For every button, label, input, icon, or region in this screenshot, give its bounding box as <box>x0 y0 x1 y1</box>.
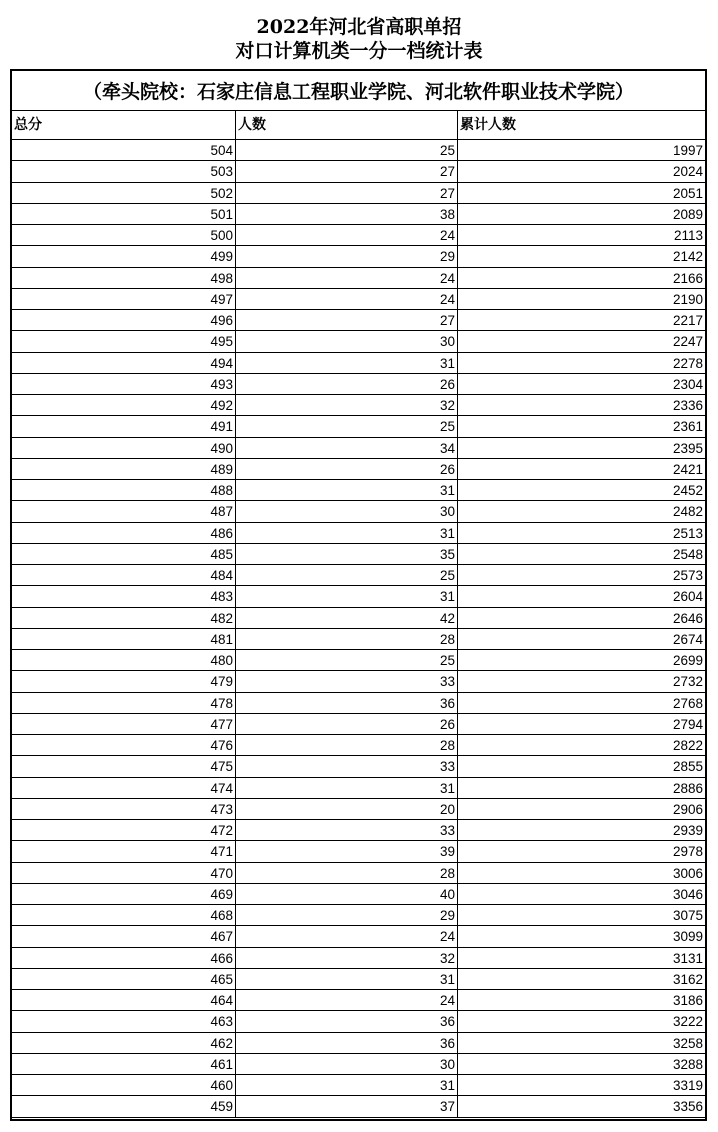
table-row <box>12 225 705 246</box>
table-row <box>12 374 705 395</box>
cell-cumulative: 2939 <box>672 823 703 838</box>
cell-cumulative: 2089 <box>672 206 703 222</box>
cell-cumulative: 2024 <box>672 164 703 180</box>
cell-cumulative: 2646 <box>672 610 703 626</box>
table-row <box>12 140 705 161</box>
table-row <box>12 246 705 267</box>
cell-count: 31 <box>236 353 458 373</box>
table-row <box>12 310 705 331</box>
table-row <box>12 714 705 735</box>
table-row <box>12 565 705 586</box>
table-row <box>12 289 705 310</box>
cell-total-score: 465 <box>12 969 236 989</box>
table-row <box>12 544 705 565</box>
cell-cumulative: 2304 <box>672 376 703 392</box>
table-row <box>12 416 705 437</box>
cell-total-score: 483 <box>12 586 236 606</box>
table-row <box>12 268 705 289</box>
cell-cumulative: 3099 <box>672 929 703 945</box>
table-row <box>12 799 705 820</box>
cell-total-score: 464 <box>12 990 236 1010</box>
cell-count: 30 <box>236 501 458 521</box>
cell-count: 27 <box>236 161 458 181</box>
cell-total-score: 468 <box>12 905 236 925</box>
cell-count: 31 <box>236 1075 458 1095</box>
table-row <box>12 523 705 544</box>
table-row <box>12 841 705 862</box>
cell-cumulative: 2978 <box>672 844 703 860</box>
cell-cumulative: 2604 <box>672 589 703 605</box>
cell-count: 36 <box>236 1033 458 1053</box>
cell-cumulative: 3222 <box>672 1014 703 1030</box>
cell-total-score: 463 <box>12 1011 236 1031</box>
cell-count: 30 <box>236 331 458 351</box>
cell-count: 36 <box>236 1011 458 1031</box>
cell-total-score: 496 <box>12 310 236 330</box>
table-row <box>12 948 705 969</box>
cell-count: 42 <box>236 608 458 628</box>
table-row <box>12 1011 705 1032</box>
cell-total-score: 494 <box>12 353 236 373</box>
table-row <box>12 778 705 799</box>
cell-total-score: 501 <box>12 204 236 224</box>
cell-cumulative: 2855 <box>672 759 703 775</box>
cell-cumulative: 2822 <box>672 738 703 753</box>
cell-cumulative: 2513 <box>672 525 703 541</box>
cell-cumulative: 2421 <box>672 461 703 477</box>
table-row <box>12 863 705 884</box>
cell-total-score: 475 <box>12 756 236 776</box>
table-row <box>12 884 705 905</box>
cell-total-score: 491 <box>12 416 236 436</box>
cell-count: 32 <box>236 948 458 968</box>
cell-cumulative: 2906 <box>672 801 703 817</box>
table-row <box>12 161 705 182</box>
cell-total-score: 492 <box>12 395 236 415</box>
column-header-cumulative: 累计人数 <box>460 117 516 133</box>
cell-cumulative: 2278 <box>672 355 703 371</box>
cell-total-score: 470 <box>12 863 236 883</box>
cell-cumulative: 2768 <box>672 695 703 711</box>
cell-cumulative: 2482 <box>672 504 703 520</box>
cell-count: 35 <box>236 544 458 564</box>
cell-total-score: 469 <box>12 884 236 904</box>
table-row <box>12 586 705 607</box>
cell-cumulative: 2699 <box>672 653 703 668</box>
cell-total-score: 467 <box>12 926 236 946</box>
cell-total-score: 497 <box>12 289 236 309</box>
cell-count: 39 <box>236 841 458 861</box>
cell-count: 27 <box>236 310 458 330</box>
cell-count: 28 <box>236 863 458 883</box>
cell-count: 31 <box>236 969 458 989</box>
cell-cumulative: 2886 <box>672 780 703 796</box>
cell-total-score: 462 <box>12 1033 236 1053</box>
table-title: 对口计算机类一分一档统计表 <box>235 40 483 62</box>
cell-total-score: 461 <box>12 1054 236 1074</box>
cell-total-score: 486 <box>12 523 236 543</box>
cell-cumulative: 3006 <box>672 865 703 881</box>
cell-count: 33 <box>236 820 458 840</box>
table-row <box>12 501 705 522</box>
cell-cumulative: 1997 <box>672 143 703 158</box>
table-body <box>12 140 705 1118</box>
cell-total-score: 504 <box>12 140 236 160</box>
table-row <box>12 480 705 501</box>
table-header-row <box>12 111 705 140</box>
cell-cumulative: 3046 <box>672 886 703 902</box>
table-row <box>12 1075 705 1096</box>
cell-total-score: 479 <box>12 671 236 691</box>
table-row <box>12 693 705 714</box>
table-subtitle: （牵头院校：石家庄信息工程职业学院、河北软件职业技术学院） <box>12 71 705 111</box>
cell-count: 24 <box>236 990 458 1010</box>
cell-cumulative: 2361 <box>672 419 703 435</box>
cell-cumulative: 2674 <box>672 631 703 647</box>
table-row <box>12 756 705 777</box>
cell-cumulative: 2142 <box>672 249 703 265</box>
cell-count: 25 <box>236 140 458 160</box>
column-header-count: 人数 <box>236 111 458 139</box>
cell-cumulative: 2247 <box>672 334 703 350</box>
cell-count: 28 <box>236 735 458 755</box>
cell-total-score: 480 <box>12 650 236 670</box>
cell-count: 20 <box>236 799 458 819</box>
cell-cumulative: 3186 <box>672 993 703 1008</box>
cell-count: 28 <box>236 629 458 649</box>
cell-count: 30 <box>236 1054 458 1074</box>
cell-cumulative: 2732 <box>672 674 703 690</box>
cell-total-score: 490 <box>12 438 236 458</box>
table-row <box>12 438 705 459</box>
cell-count: 31 <box>236 778 458 798</box>
cell-total-score: 466 <box>12 948 236 968</box>
cell-count: 29 <box>236 246 458 266</box>
table-row <box>12 1054 705 1075</box>
cell-total-score: 487 <box>12 501 236 521</box>
cell-cumulative: 3075 <box>672 908 703 923</box>
cell-count: 34 <box>236 438 458 458</box>
table-row <box>12 926 705 947</box>
cell-total-score: 482 <box>12 608 236 628</box>
cell-total-score: 476 <box>12 735 236 755</box>
cell-cumulative: 2166 <box>672 270 703 286</box>
cell-count: 37 <box>236 1096 458 1116</box>
cell-total-score: 502 <box>12 183 236 203</box>
table-row <box>12 671 705 692</box>
cell-cumulative: 3162 <box>672 971 703 987</box>
cell-cumulative: 3319 <box>672 1078 703 1093</box>
cell-total-score: 498 <box>12 268 236 288</box>
cell-count: 29 <box>236 905 458 925</box>
cell-total-score: 473 <box>12 799 236 819</box>
cell-count: 31 <box>236 523 458 543</box>
cell-count: 24 <box>236 926 458 946</box>
cell-total-score: 481 <box>12 629 236 649</box>
table-row <box>12 1033 705 1054</box>
cell-count: 25 <box>236 416 458 436</box>
cell-count: 31 <box>236 586 458 606</box>
cell-total-score: 459 <box>12 1096 236 1116</box>
cell-count: 33 <box>236 756 458 776</box>
table-row <box>12 969 705 990</box>
cell-count: 26 <box>236 374 458 394</box>
cell-total-score: 500 <box>12 225 236 245</box>
cell-count: 26 <box>236 714 458 734</box>
cell-cumulative: 3356 <box>672 1099 703 1115</box>
table-row <box>12 905 705 926</box>
table-row <box>12 331 705 352</box>
cell-total-score: 488 <box>12 480 236 500</box>
table-row <box>12 650 705 671</box>
table-row <box>12 395 705 416</box>
table-row <box>12 629 705 650</box>
cell-count: 25 <box>236 565 458 585</box>
cell-total-score: 484 <box>12 565 236 585</box>
cell-total-score: 493 <box>12 374 236 394</box>
cell-cumulative: 3288 <box>672 1056 703 1072</box>
page-title: 2022年河北省高职单招 <box>256 16 462 38</box>
cell-cumulative: 2548 <box>672 546 703 562</box>
cell-cumulative: 2217 <box>672 313 703 328</box>
cell-count: 25 <box>236 650 458 670</box>
cell-count: 26 <box>236 459 458 479</box>
cell-cumulative: 2051 <box>672 185 703 201</box>
table-row <box>12 204 705 225</box>
table-row <box>12 820 705 841</box>
cell-total-score: 495 <box>12 331 236 351</box>
cell-cumulative: 2395 <box>672 440 703 456</box>
table-row <box>12 459 705 480</box>
cell-cumulative: 2573 <box>672 568 703 583</box>
cell-total-score: 478 <box>12 693 236 713</box>
cell-count: 24 <box>236 289 458 309</box>
cell-total-score: 474 <box>12 778 236 798</box>
cell-total-score: 472 <box>12 820 236 840</box>
table-row <box>12 1096 705 1117</box>
cell-count: 27 <box>236 183 458 203</box>
cell-count: 31 <box>236 480 458 500</box>
cell-count: 32 <box>236 395 458 415</box>
table-row <box>12 608 705 629</box>
table-row <box>12 353 705 374</box>
cell-count: 24 <box>236 268 458 288</box>
cell-total-score: 471 <box>12 841 236 861</box>
table-row <box>12 735 705 756</box>
cell-cumulative: 2336 <box>672 398 703 413</box>
column-header-total-score: 总分 <box>12 111 236 139</box>
cell-cumulative: 2794 <box>672 716 703 732</box>
cell-count: 36 <box>236 693 458 713</box>
cell-cumulative: 2452 <box>672 483 703 498</box>
cell-total-score: 499 <box>12 246 236 266</box>
cell-cumulative: 3258 <box>672 1035 703 1051</box>
cell-total-score: 503 <box>12 161 236 181</box>
cell-count: 33 <box>236 671 458 691</box>
cell-total-score: 460 <box>12 1075 236 1095</box>
cell-count: 40 <box>236 884 458 904</box>
cell-total-score: 477 <box>12 714 236 734</box>
cell-total-score: 485 <box>12 544 236 564</box>
cell-cumulative: 3131 <box>672 950 703 966</box>
cell-cumulative: 2113 <box>673 228 703 243</box>
cell-count: 24 <box>236 225 458 245</box>
table-row <box>12 183 705 204</box>
cell-total-score: 489 <box>12 459 236 479</box>
cell-cumulative: 2190 <box>672 291 703 307</box>
table-row <box>12 990 705 1011</box>
cell-count: 38 <box>236 204 458 224</box>
